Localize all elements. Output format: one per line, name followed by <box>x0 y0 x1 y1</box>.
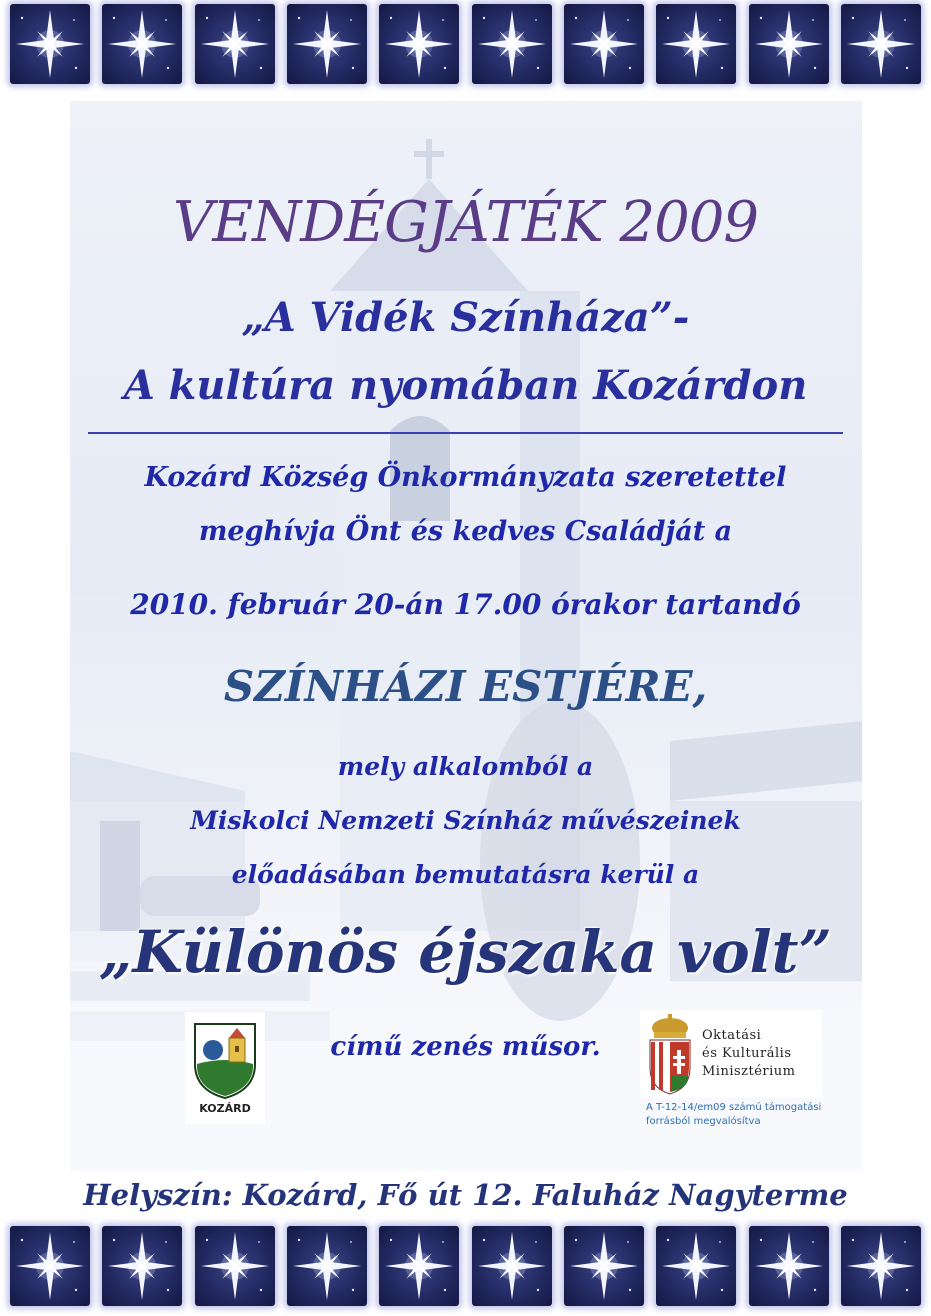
coat-of-arms-icon <box>185 1012 265 1102</box>
star-icon <box>379 4 459 84</box>
star-icon <box>749 1226 829 1306</box>
star-tile <box>841 1226 921 1306</box>
star-icon <box>102 4 182 84</box>
venue-line: Helyszín: Kozárd, Fő út 12. Faluház Nagyterme <box>83 1178 848 1212</box>
star-icon <box>195 1226 275 1306</box>
occasion-line-2: Miskolci Nemzeti Színház művészeinek <box>190 806 741 835</box>
star-icon <box>287 4 367 84</box>
poster-title: VENDÉGJÁTÉK 2009 <box>172 190 759 255</box>
star-tile <box>841 4 921 84</box>
show-subtitle: című zenés műsor. <box>330 1032 601 1062</box>
invitation-line-1: Kozárd Község Önkormányzata szeretettel <box>144 462 787 493</box>
star-tile <box>656 1226 736 1306</box>
divider-line <box>88 432 843 434</box>
star-icon <box>472 1226 552 1306</box>
star-icon <box>656 4 736 84</box>
occasion-line-1: mely alkalomból a <box>337 752 594 781</box>
star-icon <box>656 1226 736 1306</box>
star-icon <box>102 1226 182 1306</box>
star-tile <box>287 4 367 84</box>
star-tile <box>379 1226 459 1306</box>
star-icon <box>379 1226 459 1306</box>
star-icon <box>749 4 829 84</box>
star-icon <box>841 1226 921 1306</box>
star-icon <box>564 4 644 84</box>
kozard-logo-name: KOZÁRD <box>199 1102 251 1115</box>
subtitle-line-1: „A Vidék Színháza”- <box>241 294 690 341</box>
star-icon <box>195 4 275 84</box>
star-tile <box>749 4 829 84</box>
star-icon <box>287 1226 367 1306</box>
hungarian-coat-of-arms-icon <box>640 1010 700 1098</box>
star-tile <box>379 4 459 84</box>
funding-note-line-2: forrásból megvalósítva <box>646 1116 761 1127</box>
star-tile <box>472 4 552 84</box>
star-tile <box>10 4 90 84</box>
star-tile <box>749 1226 829 1306</box>
ministry-name-line-1: Oktatási <box>702 1028 762 1043</box>
event-date: 2010. február 20-án 17.00 órakor tartandó <box>130 588 801 621</box>
invitation-line-2: meghívja Önt és kedves Családját a <box>198 516 733 547</box>
show-title: „Különös éjszaka volt” <box>99 918 832 986</box>
bottom-star-border <box>10 1226 921 1306</box>
star-tile <box>102 4 182 84</box>
ministry-name-line-2: és Kulturális <box>702 1046 792 1061</box>
subtitle-line-2: A kultúra nyomában Kozárdon <box>123 362 808 409</box>
ministry-name-line-3: Minisztérium <box>702 1064 796 1079</box>
star-icon <box>10 1226 90 1306</box>
ministry-logo <box>640 1010 822 1098</box>
star-icon <box>472 4 552 84</box>
star-tile <box>472 1226 552 1306</box>
star-tile <box>287 1226 367 1306</box>
star-icon <box>841 4 921 84</box>
event-name: SZÍNHÁZI ESTJÉRE, <box>223 662 708 711</box>
star-tile <box>564 1226 644 1306</box>
star-tile <box>564 4 644 84</box>
star-icon <box>564 1226 644 1306</box>
star-tile <box>195 4 275 84</box>
top-star-border <box>10 4 921 84</box>
star-icon <box>10 4 90 84</box>
star-tile <box>656 4 736 84</box>
funding-note-line-1: A T-12-14/em09 számú támogatási <box>646 1102 822 1113</box>
occasion-line-3: előadásában bemutatásra kerül a <box>231 860 700 889</box>
star-tile <box>102 1226 182 1306</box>
star-tile <box>10 1226 90 1306</box>
kozard-logo <box>185 1012 265 1124</box>
star-tile <box>195 1226 275 1306</box>
